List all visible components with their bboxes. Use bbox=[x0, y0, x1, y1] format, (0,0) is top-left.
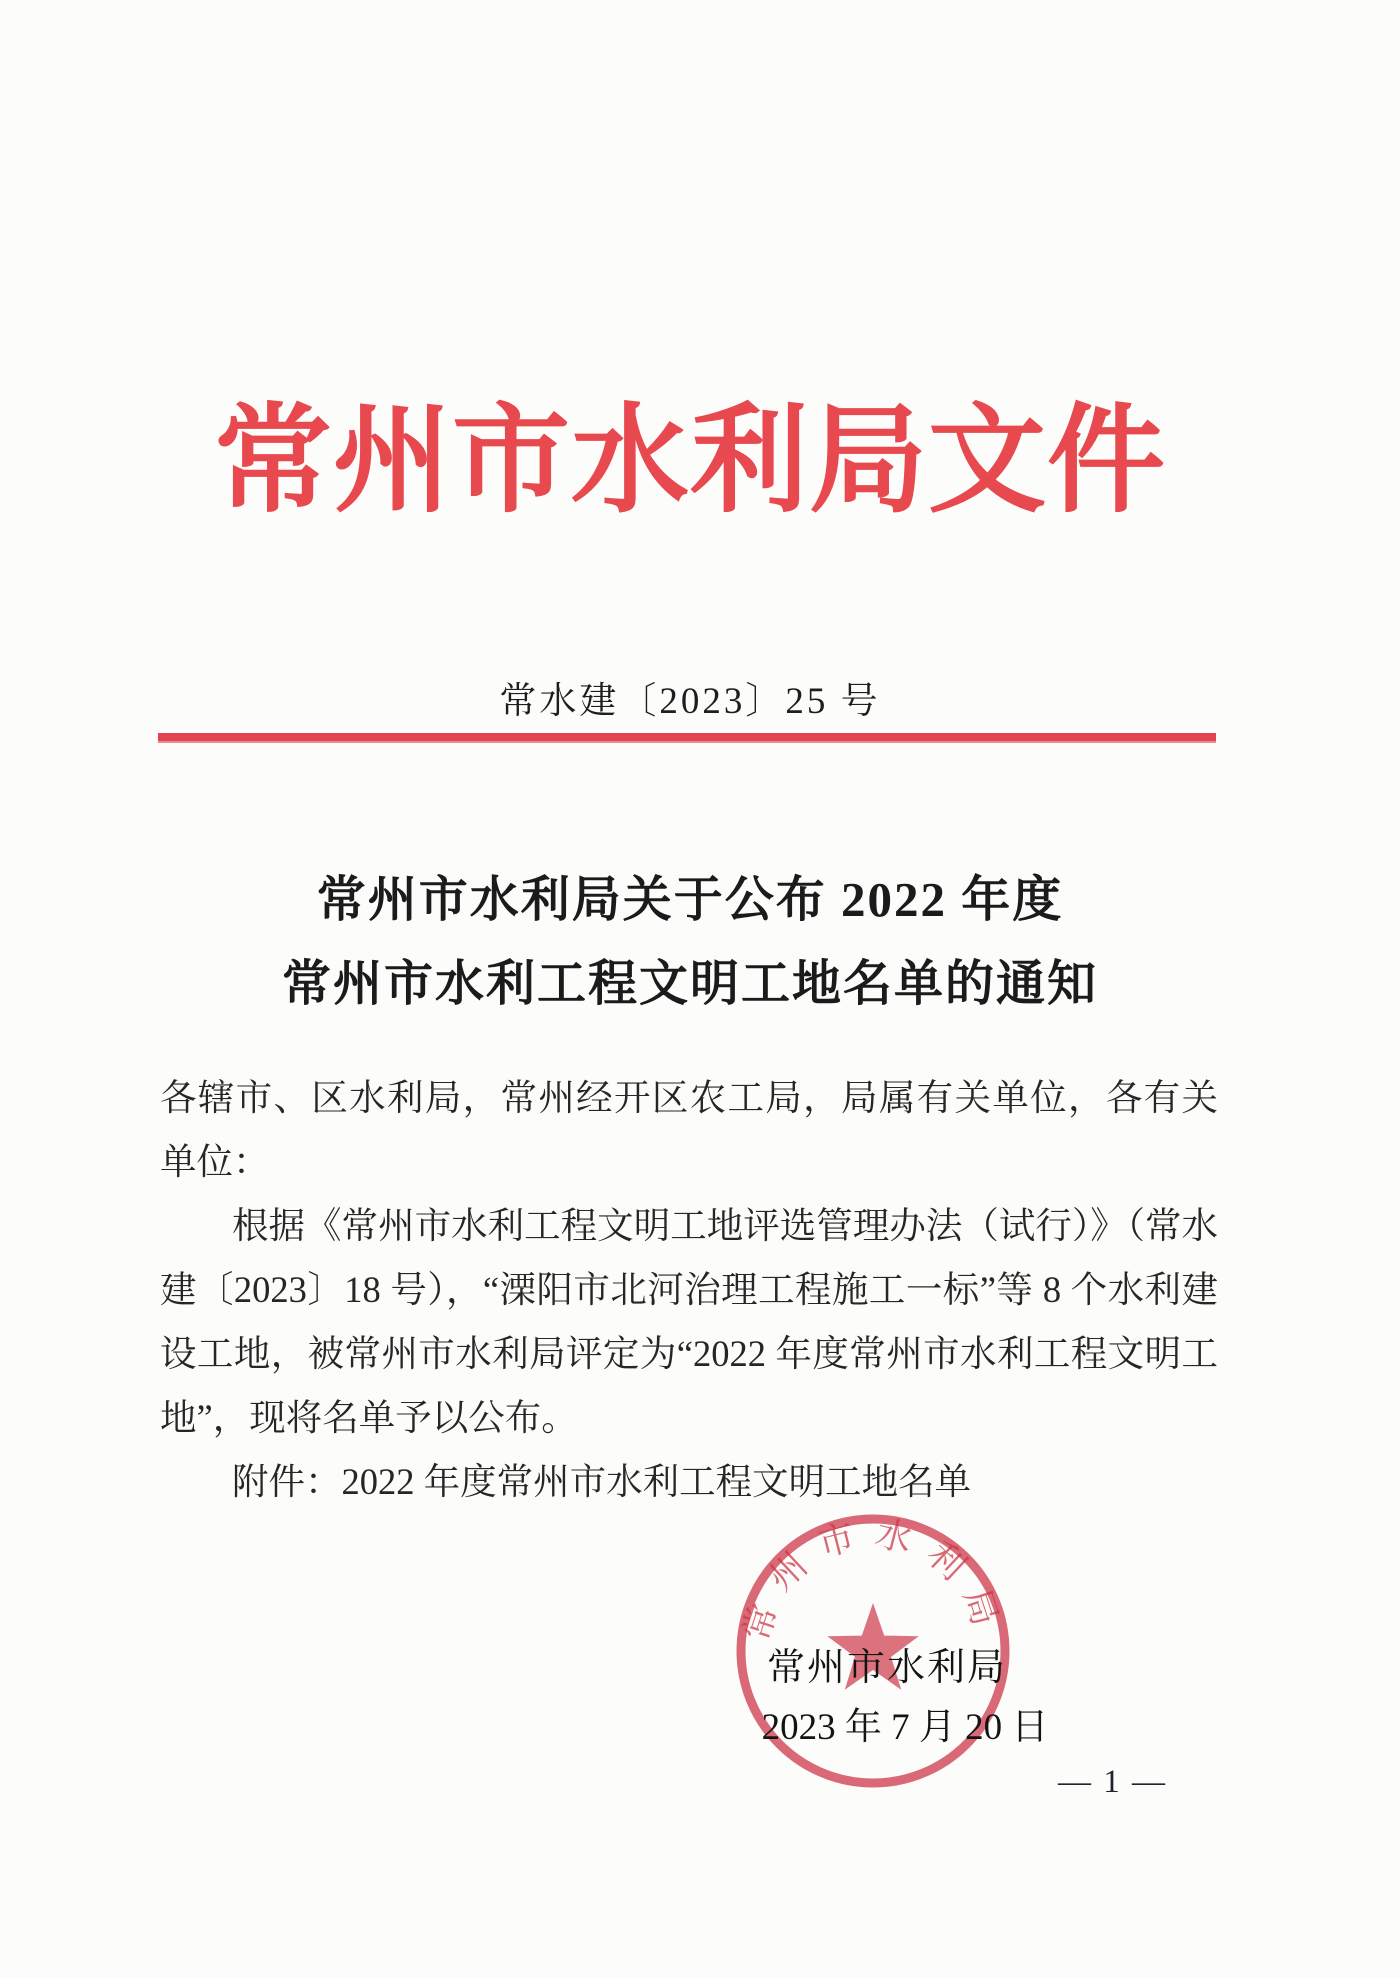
seal-arc-text: 常州市水利局 bbox=[735, 1512, 1011, 1646]
signature-date: 2023 年 7 月 20 日 bbox=[761, 1707, 1049, 1748]
notice-title-line1: 常州市水利局关于公布 2022 年度 bbox=[316, 872, 1064, 927]
salutation-line: 各辖市、区水利局，常州经开区农工局，局属有关单位，各有关单位： bbox=[160, 1077, 1218, 1182]
attachment-line: 附件：2022 年度常州市水利工程文明工地名单 bbox=[232, 1461, 972, 1502]
agency-header-title: 常州市水利局文件 bbox=[213, 396, 1166, 527]
notice-title bbox=[150, 858, 1230, 1026]
document-body bbox=[160, 1066, 1218, 1514]
signature-agency: 常州市水利局 bbox=[766, 1647, 1007, 1689]
document-number: 常水建〔2023〕25 号 bbox=[499, 681, 881, 722]
body-paragraph: 根据《常州市水利工程文明工地评选管理办法（试行）》（常水建〔2023〕18 号），“溧阳市北河治理工程施工一标”等 8 个水利建设工地，被常州市水利局评定为“2022 年度常州市水利工程文明工地”，现将名单予以公布。 bbox=[160, 1205, 1218, 1438]
page-number: — 1 — bbox=[1058, 1764, 1167, 1800]
red-separator-line bbox=[158, 733, 1216, 743]
notice-title-line2: 常州市水利工程文明工地名单的通知 bbox=[281, 956, 1098, 1011]
